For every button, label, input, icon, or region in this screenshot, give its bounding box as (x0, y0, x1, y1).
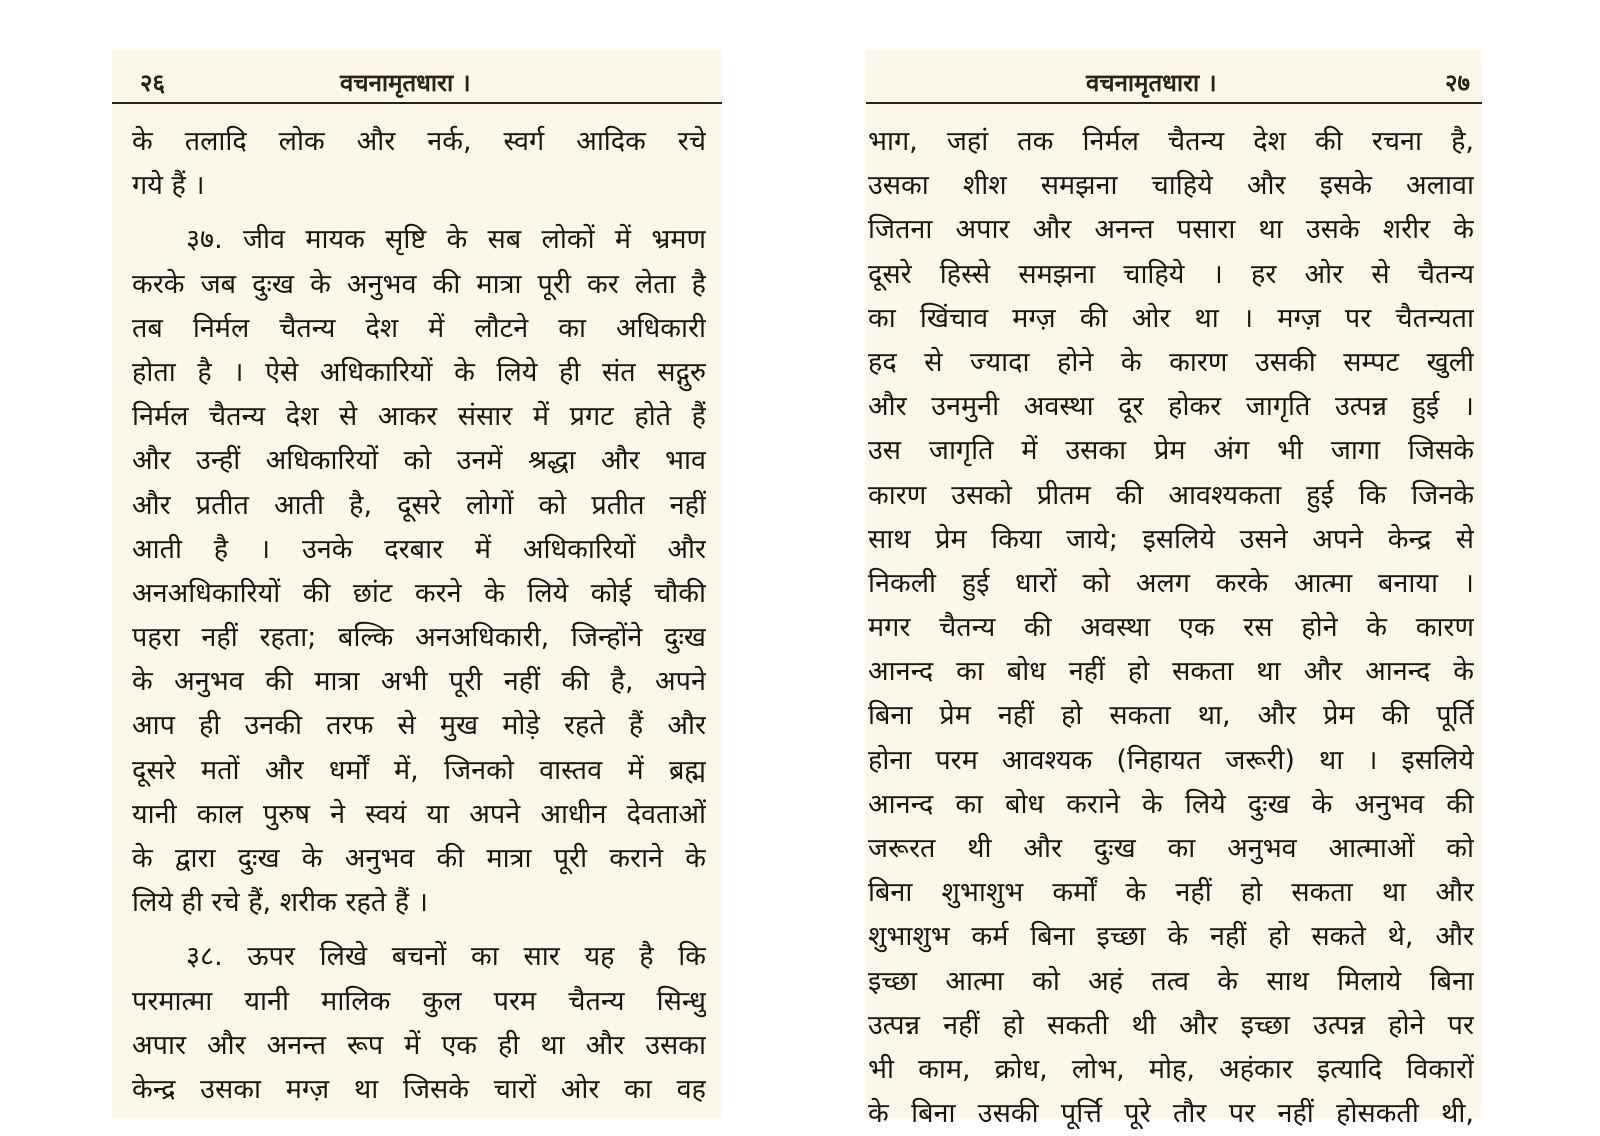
paragraph-start-38: ३८. ऊपर लिखे बचनों का सार यह है कि (186, 941, 706, 973)
text-line: दूसरे हिस्से समझना चाहिये । हर ओर से चैतन्य (868, 258, 1474, 290)
left-page-number: २६ (140, 69, 165, 97)
text-line: उस जागृति में उसका प्रेम अंग भी जागा जिसके (868, 435, 1474, 467)
text-line: के द्वारा दुःख के अनुभव की मात्रा पूरी कराने के (132, 843, 706, 874)
text-line: गये हैं । (132, 170, 205, 202)
text-line: बिना शुभाशुभ कर्मों के नहीं हो सकता था और (868, 877, 1474, 909)
text-line: बिना प्रेम नहीं हो सकता था, और प्रेम की पूर्ति (868, 700, 1474, 732)
left-running-title: वचनामृतधारा । (340, 69, 471, 97)
text-line: यानी काल पुरुष ने स्वयं या अपने आधीन देवताओं (132, 798, 706, 830)
text-line: आती है । उनके दरबार में अधिकारियों और (132, 533, 706, 565)
text-line: का खिंचाव मग्ज़ की ओर था । मग्ज़ पर चैतन्यता (868, 302, 1474, 334)
text-line: के तलादि लोक और नर्क, स्वर्ग आदिक रचे (132, 126, 706, 157)
text-line: अनअधिकारियों की छांट करने के लिये कोई चौकी (132, 577, 706, 609)
text-line: करके जब दुःख के अनुभव की मात्रा पूरी कर लेता है (132, 268, 706, 300)
text-line: के बिना उसकी पूर्त्ति पूरे तौर पर नहीं होसकती थी, (868, 1098, 1474, 1130)
text-line: और उन्हीं अधिकारियों को उनमें श्रद्धा और भाव (132, 445, 706, 477)
text-line: अपार और अनन्त रूप में एक ही था और उसका (132, 1029, 706, 1061)
left-running-head (112, 62, 722, 104)
text-line: कारण उसको प्रीतम की आवश्यकता हुई कि जिनके (868, 479, 1474, 511)
right-running-title: वचनामृतधारा । (1086, 69, 1217, 97)
right-body-text (868, 120, 1474, 1136)
paragraph-start-37: ३७. जीव मायक सृष्टि के सब लोकों में भ्रमण (186, 224, 706, 256)
text-line: जितना अपार और अनन्त पसारा था उसके शरीर के (868, 214, 1474, 246)
text-line: तब निर्मल चैतन्य देश में लौटने का अधिकारी (132, 312, 706, 344)
text-line: आनन्द का बोध कराने के लिये दुःख के अनुभव की (868, 788, 1474, 820)
right-running-head (866, 62, 1482, 104)
text-line: मगर चैतन्य की अवस्था एक रस होने के कारण (868, 612, 1474, 644)
text-line: जरूरत थी और दुःख का अनुभव आत्माओं को (868, 833, 1474, 864)
text-line: शुभाशुभ कर्म बिना इच्छा के नहीं हो सकते थे, और (868, 921, 1474, 953)
text-line: परमात्मा यानी मालिक कुल परम चैतन्य सिन्धु (132, 985, 706, 1017)
text-line: पहरा नहीं रहता; बल्कि अनअधिकारी, जिन्होंने दुःख (132, 622, 706, 654)
text-line: उसका शीश समझना चाहिये और इसके अलावा (868, 170, 1474, 202)
text-line: आनन्द का बोध नहीं हो सकता था और आनन्द के (868, 656, 1474, 688)
text-line: साथ प्रेम किया जाये; इसलिये उसने अपने केन्द्र से (868, 523, 1474, 555)
text-line: होना परम आवश्यक (निहायत जरूरी) था । इसलिये (868, 744, 1474, 776)
text-line: निर्मल चैतन्य देश से आकर संसार में प्रगट होते हैं (132, 401, 706, 433)
text-line: होता है । ऐसे अधिकारियों के लिये ही संत सद्गुरु (132, 356, 706, 388)
left-page (112, 50, 722, 1118)
text-line: लिये ही रचे हैं, शरीक रहते हैं । (132, 887, 428, 919)
text-line: दूसरे मतों और धर्मों में, जिनको वास्तव में ब्रह्म (132, 754, 706, 786)
text-line: केन्द्र उसका मग्ज़ था जिसके चारों ओर का वह (132, 1073, 706, 1105)
text-line: और उनमुनी अवस्था दूर होकर जागृति उत्पन्न हुई । (868, 391, 1474, 423)
text-line: आप ही उनकी तरफ से मुख मोड़े रहते हैं और (132, 710, 706, 742)
text-line: और प्रतीत आती है, दूसरे लोगों को प्रतीत नहीं (132, 489, 706, 521)
text-line: इच्छा आत्मा को अहं तत्व के साथ मिलाये बिना (868, 965, 1474, 997)
text-line: भाग, जहां तक निर्मल चैतन्य देश की रचना है, (868, 126, 1474, 157)
text-line: निकली हुई धारों को अलग करके आत्मा बनाया । (868, 567, 1474, 599)
text-line: उत्पन्न नहीं हो सकती थी और इच्छा उत्पन्न होने पर (868, 1009, 1474, 1041)
right-page-number: २७ (1445, 69, 1470, 97)
text-line: भी काम, क्रोध, लोभ, मोह, अहंकार इत्यादि विकारों (868, 1053, 1474, 1085)
text-line: के अनुभव की मात्रा अभी पूरी नहीं की है, अपने (132, 666, 706, 698)
text-line: हद से ज्यादा होने के कारण उसकी सम्पट खुली (868, 346, 1474, 378)
left-body-text (132, 120, 706, 1112)
right-page (866, 50, 1482, 1130)
